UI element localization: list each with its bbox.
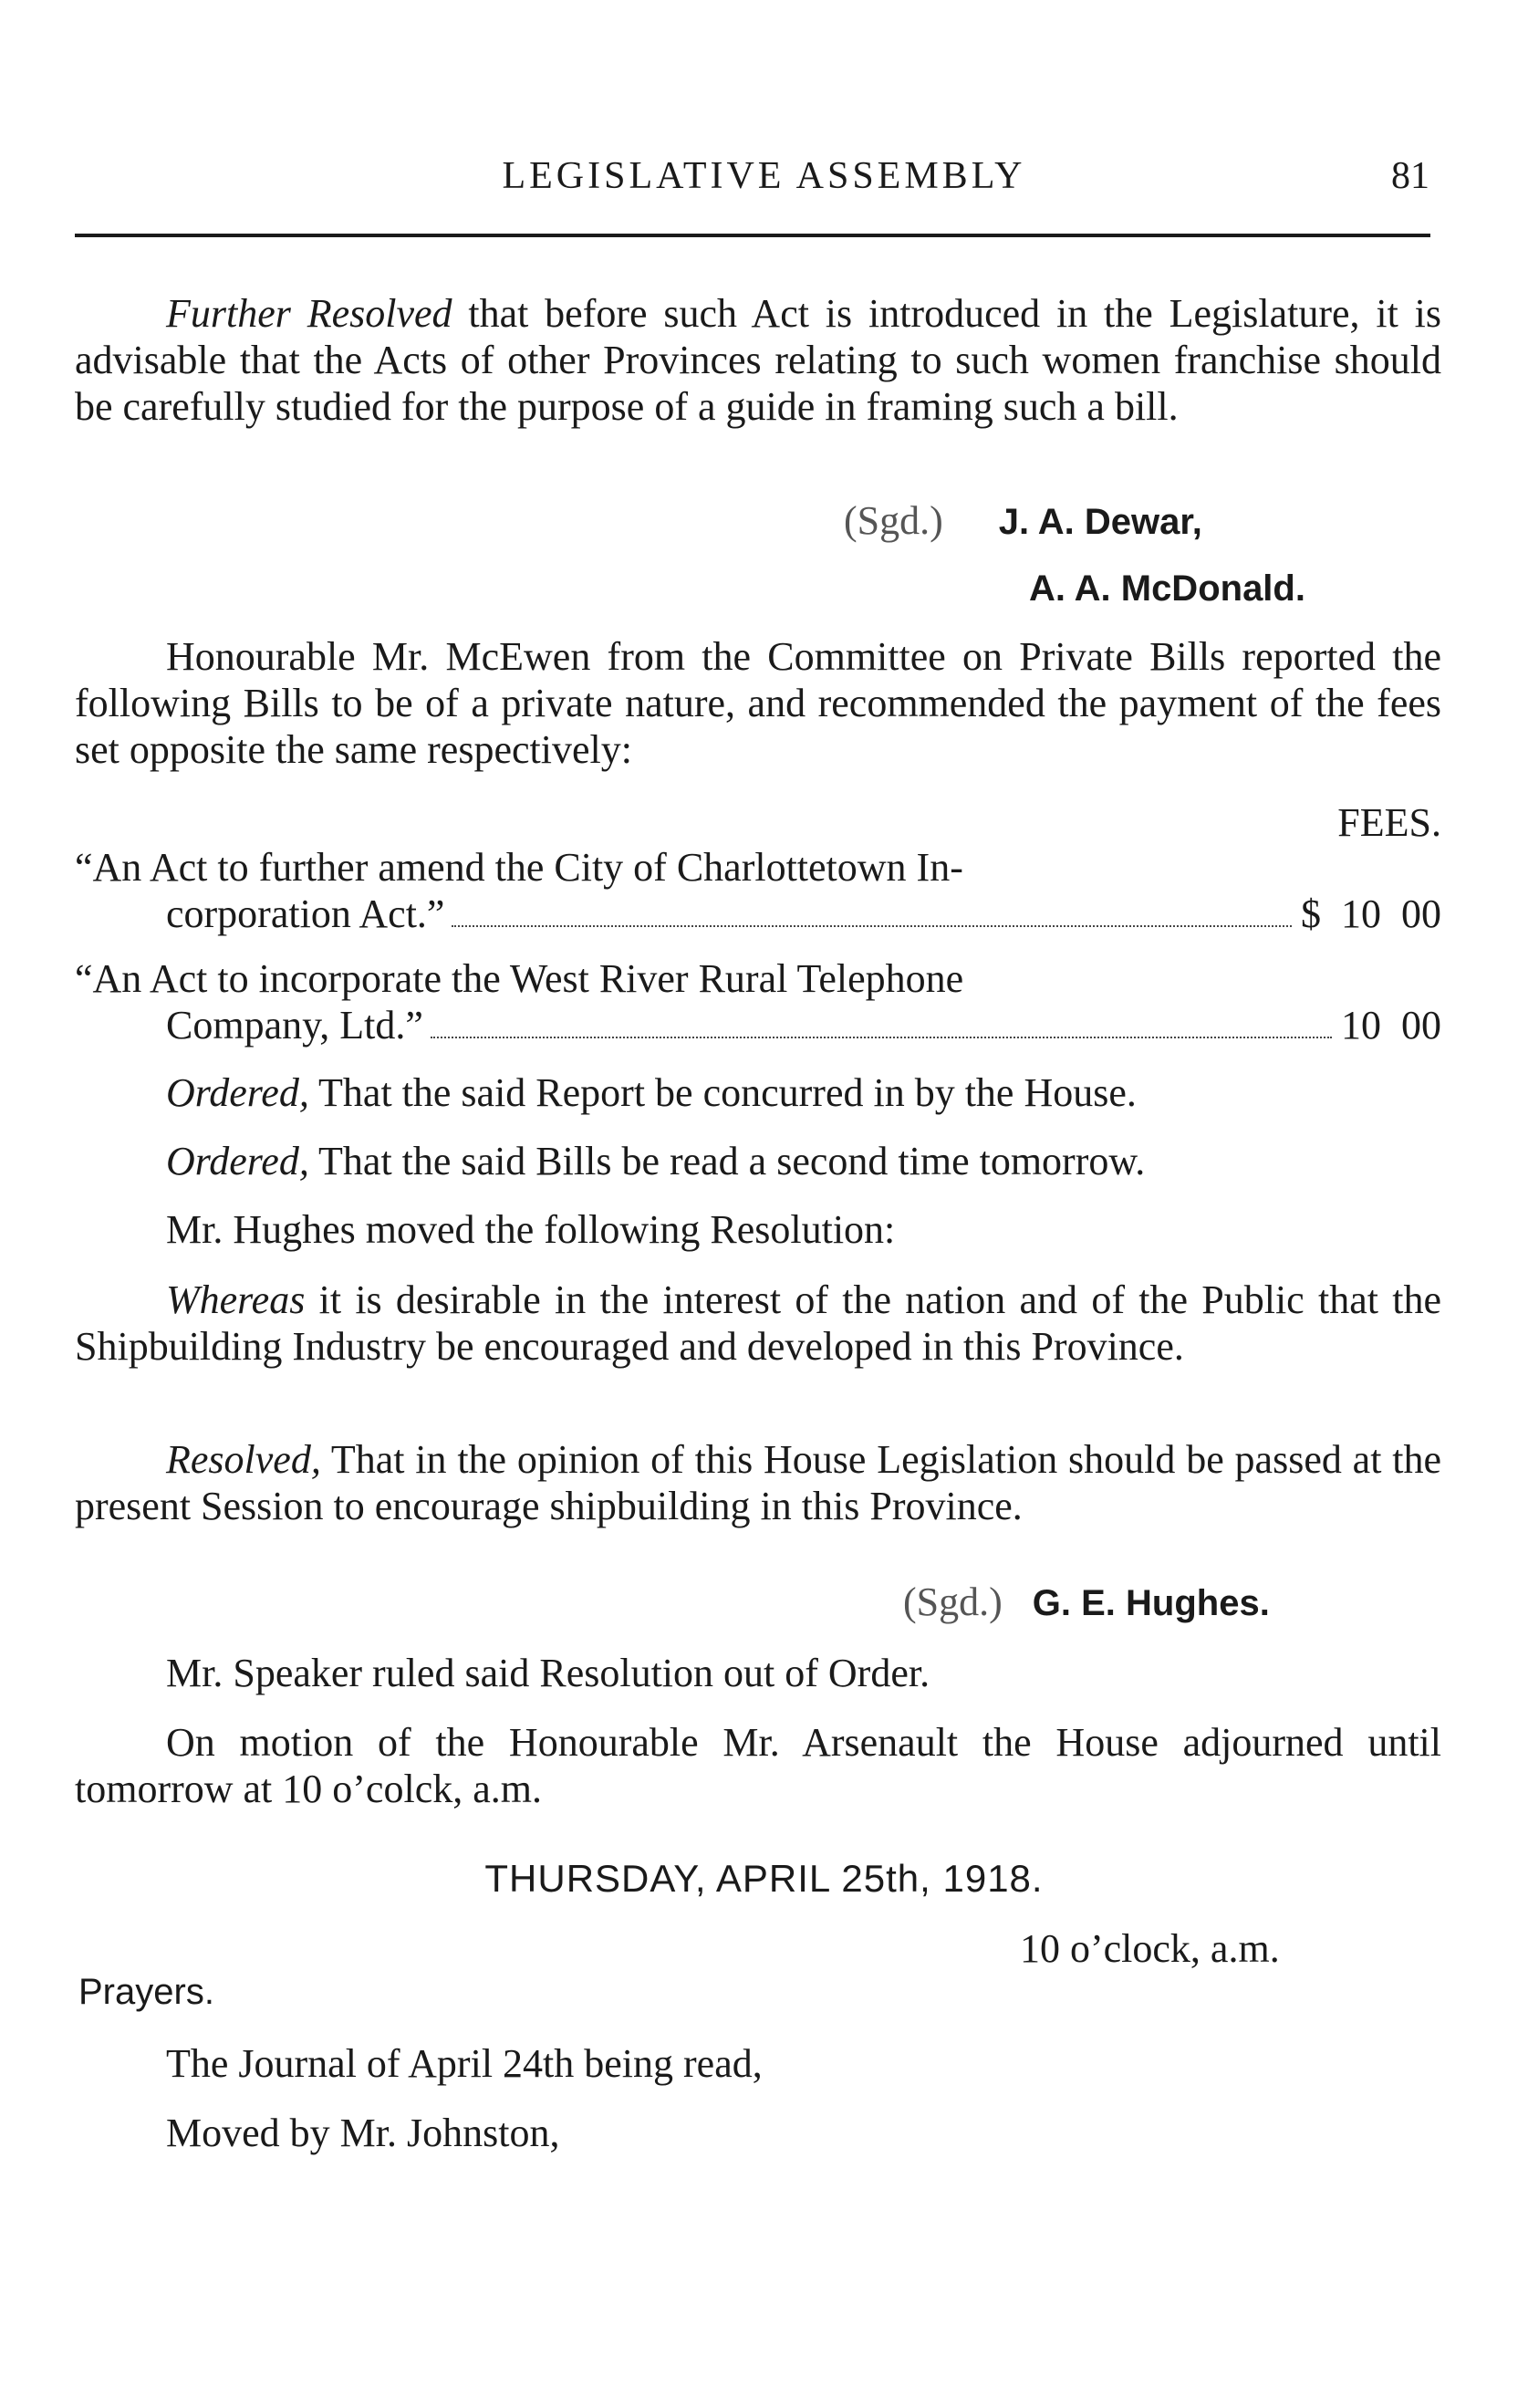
bill-fee: 10 00 (1341, 1003, 1441, 1048)
committee-report-paragraph: Honourable Mr. McEwen from the Committee on Private Bills reported the following Bills to be of a private nature, and recommended the payment of the fees set opposite the same respectively: (75, 634, 1441, 772)
resolved-lead: Resolved, (166, 1437, 321, 1482)
ordered-text: That the said Bills be read a second time tomorrow. (308, 1139, 1146, 1183)
bill-item-west-river (75, 955, 1441, 1048)
resolved-paragraph (75, 1436, 1441, 1529)
sgd-label: (Sgd.) (844, 498, 943, 543)
speaker-ruling-paragraph: Mr. Speaker ruled said Resolution out of Order. (166, 1651, 930, 1695)
ordered-lead: Ordered, (166, 1070, 309, 1115)
whereas-lead: Whereas (166, 1277, 306, 1322)
signatory-dewar: J. A. Dewar, (998, 502, 1202, 542)
signatory-mcdonald: A. A. McDonald. (1029, 568, 1305, 609)
page-number: 81 (1391, 155, 1429, 197)
ordered-bills-paragraph (75, 1138, 1441, 1184)
bill-line: “An Act to further amend the City of Charlottetown In- (75, 845, 963, 890)
signature-block-2 (903, 1579, 1270, 1627)
whereas-paragraph (75, 1277, 1441, 1370)
date-heading: THURSDAY, APRIL 25th, 1918. (484, 1857, 1044, 1900)
running-header-title: LEGISLATIVE ASSEMBLY (502, 155, 1026, 197)
ordered-report-paragraph (75, 1069, 1441, 1116)
hughes-motion-paragraph: Mr. Hughes moved the following Resolution: (166, 1207, 896, 1252)
bill-item-charlottetown (75, 844, 1441, 937)
journal-read-paragraph: The Journal of April 24th being read, (166, 2041, 763, 2086)
sitting-time: 10 o’clock, a.m. (1020, 1926, 1280, 1971)
ordered-text: That the said Report be concurred in by the House. (308, 1070, 1137, 1115)
sgd-label: (Sgd.) (903, 1579, 1003, 1624)
signatory-hughes: G. E. Hughes. (1032, 1583, 1270, 1623)
dot-leader (452, 925, 1292, 927)
ordered-lead: Ordered, (166, 1139, 309, 1183)
further-resolved-lead: Further Resolved (166, 291, 452, 336)
further-resolved-paragraph (75, 290, 1441, 430)
prayers-heading: Prayers. (78, 1972, 214, 2012)
resolved-text: That in the opinion of this House Legislation should be passed at the present Session to encourage shipbuilding in this Province. (75, 1437, 1441, 1528)
signature-block-1 (844, 497, 1202, 546)
bill-line: “An Act to incorporate the West River Rural Telephone (75, 956, 964, 1001)
bill-fee: $ 10 00 (1301, 891, 1441, 936)
whereas-text: it is desirable in the interest of the nation and of the Public that the Shipbuilding Industry be encouraged and developed in this Province. (75, 1277, 1441, 1369)
dot-leader (431, 1037, 1332, 1038)
header-rule (75, 234, 1430, 237)
further-resolved-text: that before such Act is introduced in the Legislature, it is advisable that the Acts of other Provinces relating to such women franchise should be carefully studied for the purpose of a guide in framing such a bill. (75, 291, 1441, 429)
fees-column-header: FEES. (1337, 800, 1441, 845)
moved-by-paragraph: Moved by Mr. Johnston, (166, 2111, 560, 2155)
adjournment-paragraph: On motion of the Honourable Mr. Arsenault the House adjourned until tomorrow at 10 o’colck, a.m. (75, 1720, 1441, 1811)
bill-line: corporation Act.” (166, 891, 445, 936)
bill-line: Company, Ltd.” (166, 1003, 423, 1048)
